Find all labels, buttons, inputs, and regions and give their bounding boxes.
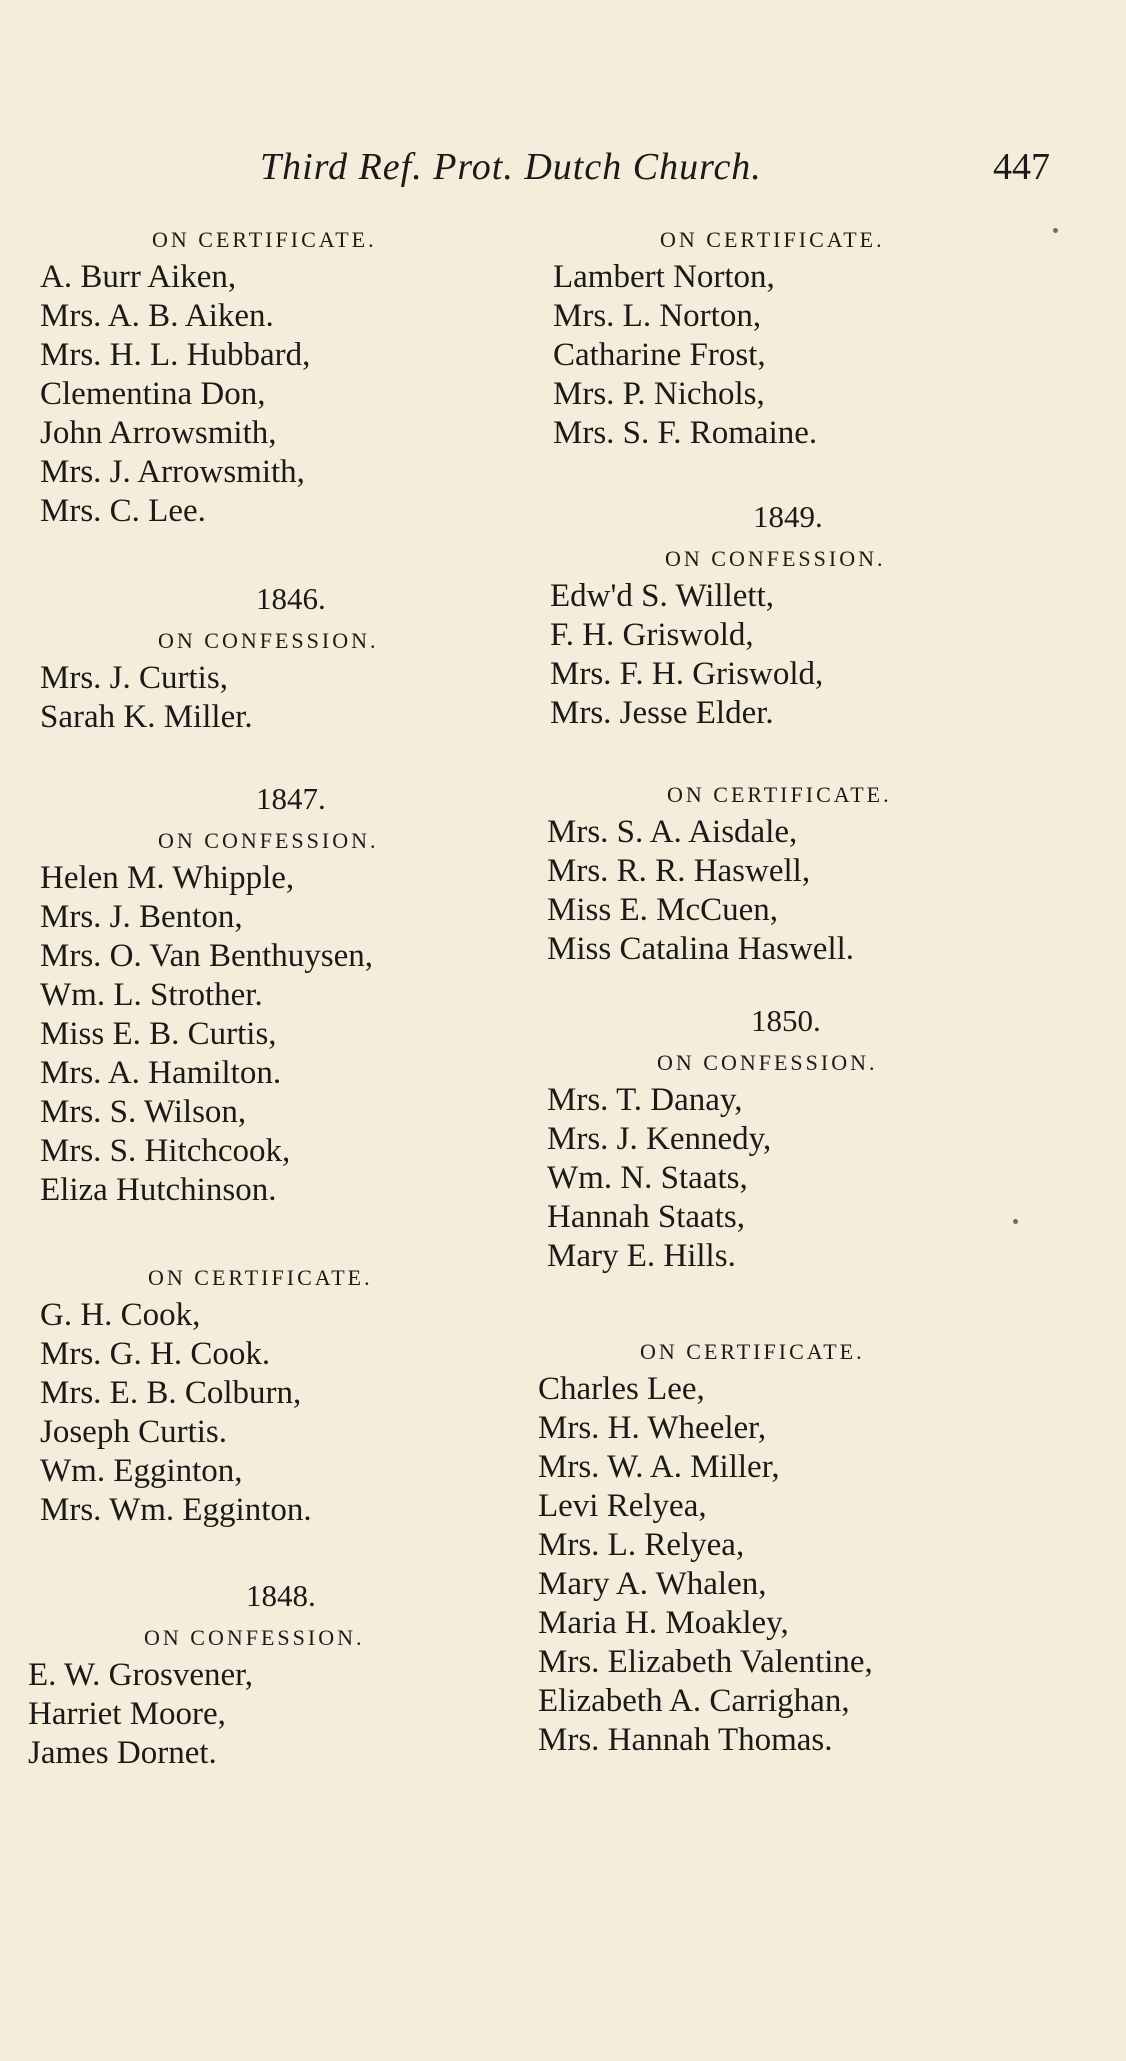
section-certificate [40, 222, 520, 531]
year-heading: 1850. [751, 1003, 821, 1038]
member-name: Charles Lee, [538, 1371, 705, 1407]
member-name: Levi Relyea, [538, 1488, 707, 1524]
section-1850 [525, 997, 1085, 1276]
member-name: Mrs. S. F. Romaine. [553, 415, 818, 451]
member-name: Miss E. McCuen, [547, 892, 778, 928]
year-heading: 1848. [246, 1578, 316, 1613]
section-1849 [525, 493, 1085, 733]
member-name: Mrs. O. Van Benthuysen, [40, 938, 374, 974]
left-column [28, 222, 520, 1773]
section-label: ON CERTIFICATE. [660, 227, 885, 252]
section-label: ON CERTIFICATE. [667, 782, 892, 807]
member-name: Mrs. G. H. Cook. [40, 1336, 271, 1372]
member-name: Hannah Staats, [547, 1199, 745, 1235]
member-name: Mrs. Wm. Egginton. [40, 1492, 312, 1528]
member-name: F. H. Griswold, [550, 617, 754, 653]
member-name: Helen M. Whipple, [40, 860, 295, 896]
section-label: ON CERTIFICATE. [152, 227, 377, 252]
member-name: A. Burr Aiken, [40, 259, 237, 295]
section-certificate [525, 1334, 1085, 1760]
member-name: Mrs. W. A. Miller, [538, 1449, 780, 1485]
section-certificate [525, 222, 1085, 453]
section-certificate [40, 1260, 520, 1530]
member-name: Eliza Hutchinson. [40, 1172, 277, 1208]
member-name: Mrs. C. Lee. [40, 493, 206, 529]
member-name: Catharine Frost, [553, 337, 766, 373]
member-name: Mrs. E. B. Colburn, [40, 1375, 302, 1411]
section-label: ON CONFESSION. [158, 828, 379, 853]
member-name: Mrs. J. Benton, [40, 899, 243, 935]
member-name: Mrs. R. R. Haswell, [547, 853, 811, 889]
member-name: Clementina Don, [40, 376, 266, 412]
member-name: Mrs. Elizabeth Valentine, [538, 1644, 873, 1680]
member-name: Mrs. J. Kennedy, [547, 1121, 772, 1157]
member-name: Miss Catalina Haswell. [547, 931, 855, 967]
member-name: Mrs. Hannah Thomas. [538, 1722, 833, 1758]
member-name: Harriet Moore, [28, 1696, 226, 1732]
member-name: Lambert Norton, [553, 259, 775, 295]
member-name: Mrs. S. Hitchcook, [40, 1133, 291, 1169]
member-name: Mrs. T. Danay, [547, 1082, 743, 1118]
section-label: ON CONFESSION. [158, 628, 379, 653]
running-title: Third Ref. Prot. Dutch Church. [260, 146, 762, 188]
member-name: Mrs. P. Nichols, [553, 376, 765, 412]
section-label: ON CONFESSION. [144, 1625, 365, 1650]
member-name: Wm. N. Staats, [547, 1160, 748, 1196]
section-label: ON CERTIFICATE. [148, 1265, 373, 1290]
section-1846 [40, 575, 520, 737]
member-name: Mary A. Whalen, [538, 1566, 767, 1602]
member-name: Joseph Curtis. [40, 1414, 228, 1450]
member-name: John Arrowsmith, [40, 415, 277, 451]
page-number: 447 [993, 146, 1050, 188]
member-name: Mrs. L. Relyea, [538, 1527, 745, 1563]
member-name: Mrs. J. Curtis, [40, 660, 228, 696]
member-name: Mrs. L. Norton, [553, 298, 762, 334]
member-name: Mrs. H. L. Hubbard, [40, 337, 311, 373]
section-1848 [28, 1572, 520, 1773]
member-name: Miss E. B. Curtis, [40, 1016, 277, 1052]
right-column [525, 222, 1085, 1760]
member-name: Edw'd S. Willett, [550, 578, 775, 614]
ink-speck [1053, 228, 1058, 233]
section-label: ON CERTIFICATE. [640, 1339, 865, 1364]
member-name: Mrs. A. B. Aiken. [40, 298, 274, 334]
member-name: Mrs. H. Wheeler, [538, 1410, 767, 1446]
member-name: Mrs. Jesse Elder. [550, 695, 774, 731]
section-1847 [40, 775, 520, 1210]
year-heading: 1846. [256, 581, 326, 616]
member-name: Mrs. J. Arrowsmith, [40, 454, 305, 490]
year-heading: 1849. [753, 499, 823, 534]
member-name: James Dornet. [28, 1735, 217, 1771]
year-heading: 1847. [256, 781, 326, 816]
member-name: Mrs. F. H. Griswold, [550, 656, 824, 692]
member-name: Mrs. S. Wilson, [40, 1094, 247, 1130]
ink-speck [1013, 1219, 1018, 1224]
member-name: G. H. Cook, [40, 1297, 201, 1333]
member-name: Maria H. Moakley, [538, 1605, 789, 1641]
section-certificate [525, 777, 1085, 969]
running-head [260, 145, 1050, 195]
member-name: Wm. L. Strother. [40, 977, 263, 1013]
member-name: Sarah K. Miller. [40, 699, 253, 735]
member-name: Mary E. Hills. [547, 1238, 736, 1274]
member-name: Wm. Egginton, [40, 1453, 243, 1489]
member-name: Elizabeth A. Carrighan, [538, 1683, 850, 1719]
member-name: E. W. Grosvener, [28, 1657, 254, 1693]
member-name: Mrs. S. A. Aisdale, [547, 814, 798, 850]
section-label: ON CONFESSION. [657, 1050, 878, 1075]
section-label: ON CONFESSION. [665, 546, 886, 571]
member-name: Mrs. A. Hamilton. [40, 1055, 282, 1091]
